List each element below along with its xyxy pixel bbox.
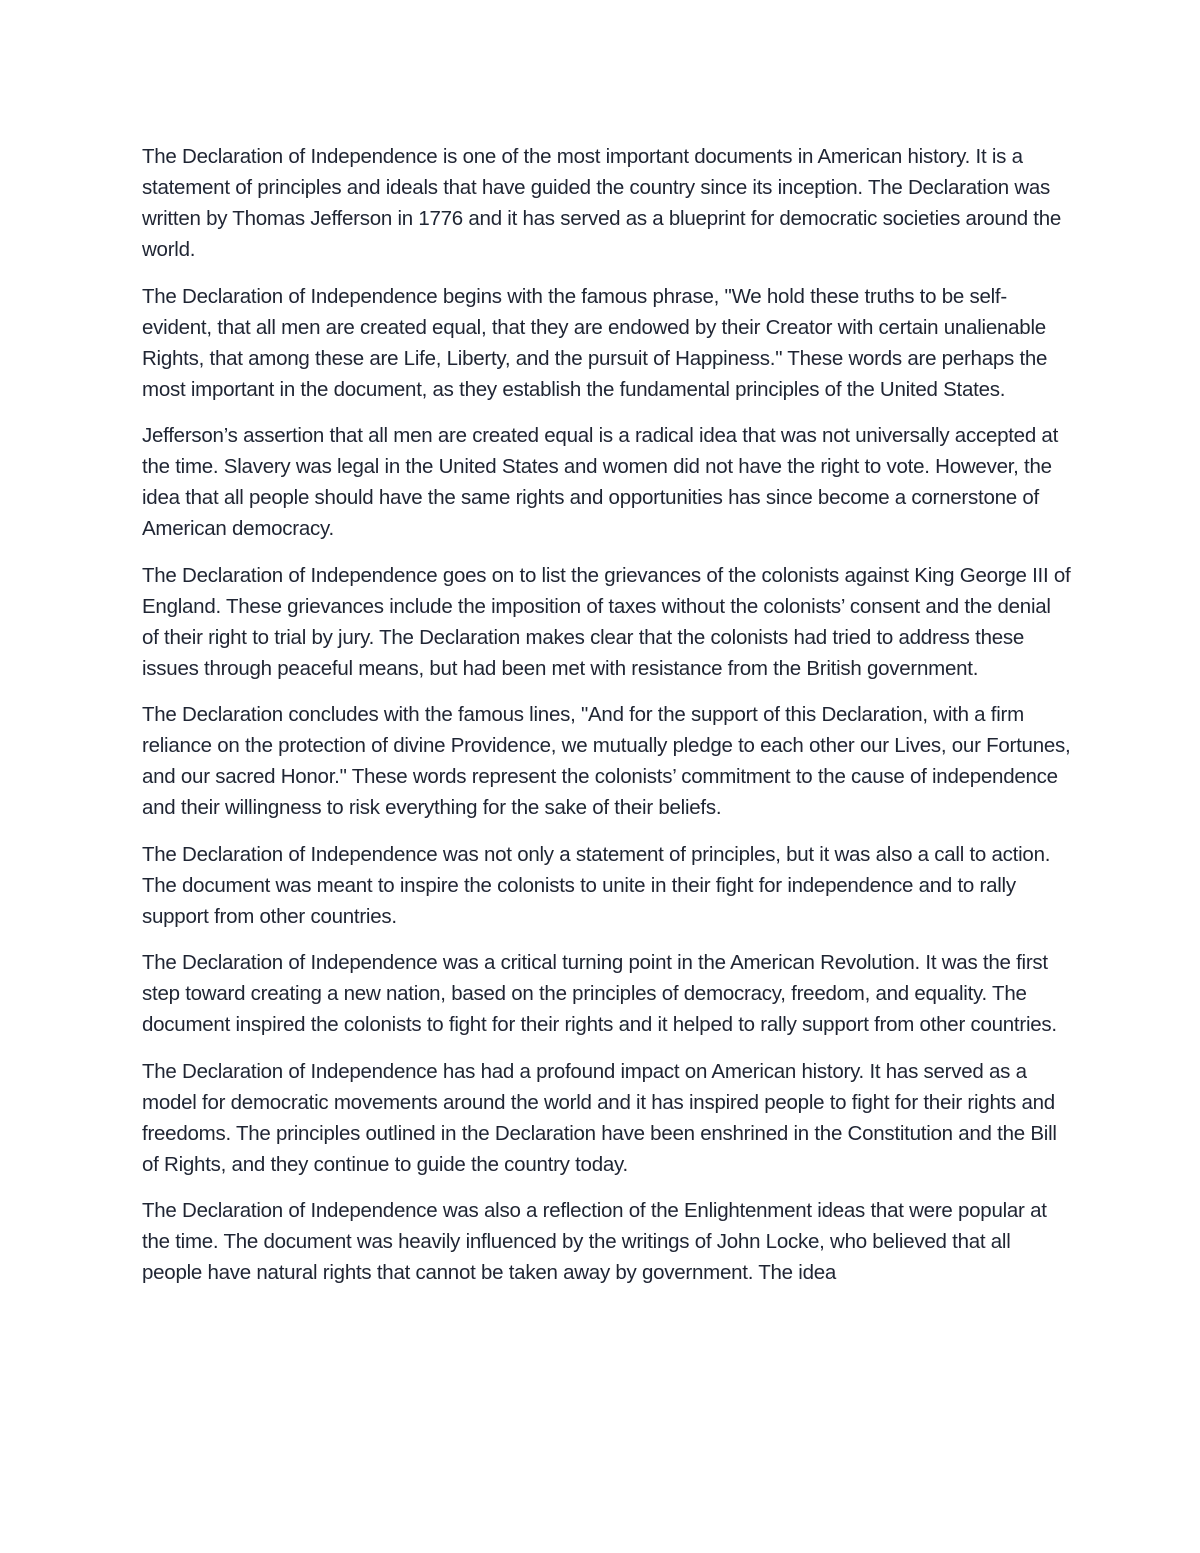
paragraph: Jefferson’s assertion that all men are created equal is a radical idea that was not universally accepted at the time. Slavery was legal in the United States and women did not have the right to vote. However, the idea that all people should have the same rights and opportunities has since become a cornerstone of American democracy.: [142, 424, 1059, 540]
paragraph: The Declaration of Independence was also a reflection of the Enlightenment ideas that were popular at the time. The document was heavily influenced by the writings of John Locke, who believed that all people have natural rights that cannot be taken away by government. The idea: [142, 1199, 1047, 1284]
paragraph: The Declaration of Independence goes on to list the grievances of the colonists against King George III of England. These grievances include the imposition of taxes without the colonists’ consent and the denial of their right to trial by jury. The Declaration makes clear that the colonists had tried to address these issues through peaceful means, but had been met with resistance from the British government.: [142, 563, 1071, 680]
paragraph: The Declaration concludes with the famous lines, "And for the support of this Declaration, with a firm reliance on the protection of divine Providence, we mutually pledge to each other our Lives, our Fortunes, and our sacred Honor." These words represent the colonists’ commitment to the cause of independence and their willingness to risk everything for the sake of their beliefs.: [142, 703, 1071, 819]
paragraph: The Declaration of Independence was a critical turning point in the American Revolution. It was the first step toward creating a new nation, based on the principles of democracy, freedom, and equality. The document inspired the colonists to fight for their rights and it helped to rally support from other countries.: [142, 951, 1057, 1036]
paragraph: The Declaration of Independence was not only a statement of principles, but it was also a call to action. The document was meant to inspire the colonists to unite in their fight for independence and to rally support from other countries.: [142, 842, 1051, 928]
paragraph: The Declaration of Independence has had a profound impact on American history. It has served as a model for democratic movements around the world and it has inspired people to fight for their rights and freedoms. The principles outlined in the Declaration have been enshrined in the Constitution and the Bill of Rights, and they continue to guide the country today.: [142, 1059, 1057, 1176]
paragraph: The Declaration of Independence begins with the famous phrase, "We hold these truths to be self-evident, that all men are created equal, that they are endowed by their Creator with certain unalienable Rights, that among these are Life, Liberty, and the pursuit of Happiness." These words are perhaps the most important in the document, as they establish the fundamental principles of the United States.: [142, 284, 1048, 401]
paragraph: The Declaration of Independence is one of the most important documents in American history. It is a statement of principles and ideals that have guided the country since its inception. The Declaration was written by Thomas Jefferson in 1776 and it has served as a blueprint for democratic societies around the world.: [142, 145, 1062, 261]
document-body: [142, 141, 1072, 1304]
